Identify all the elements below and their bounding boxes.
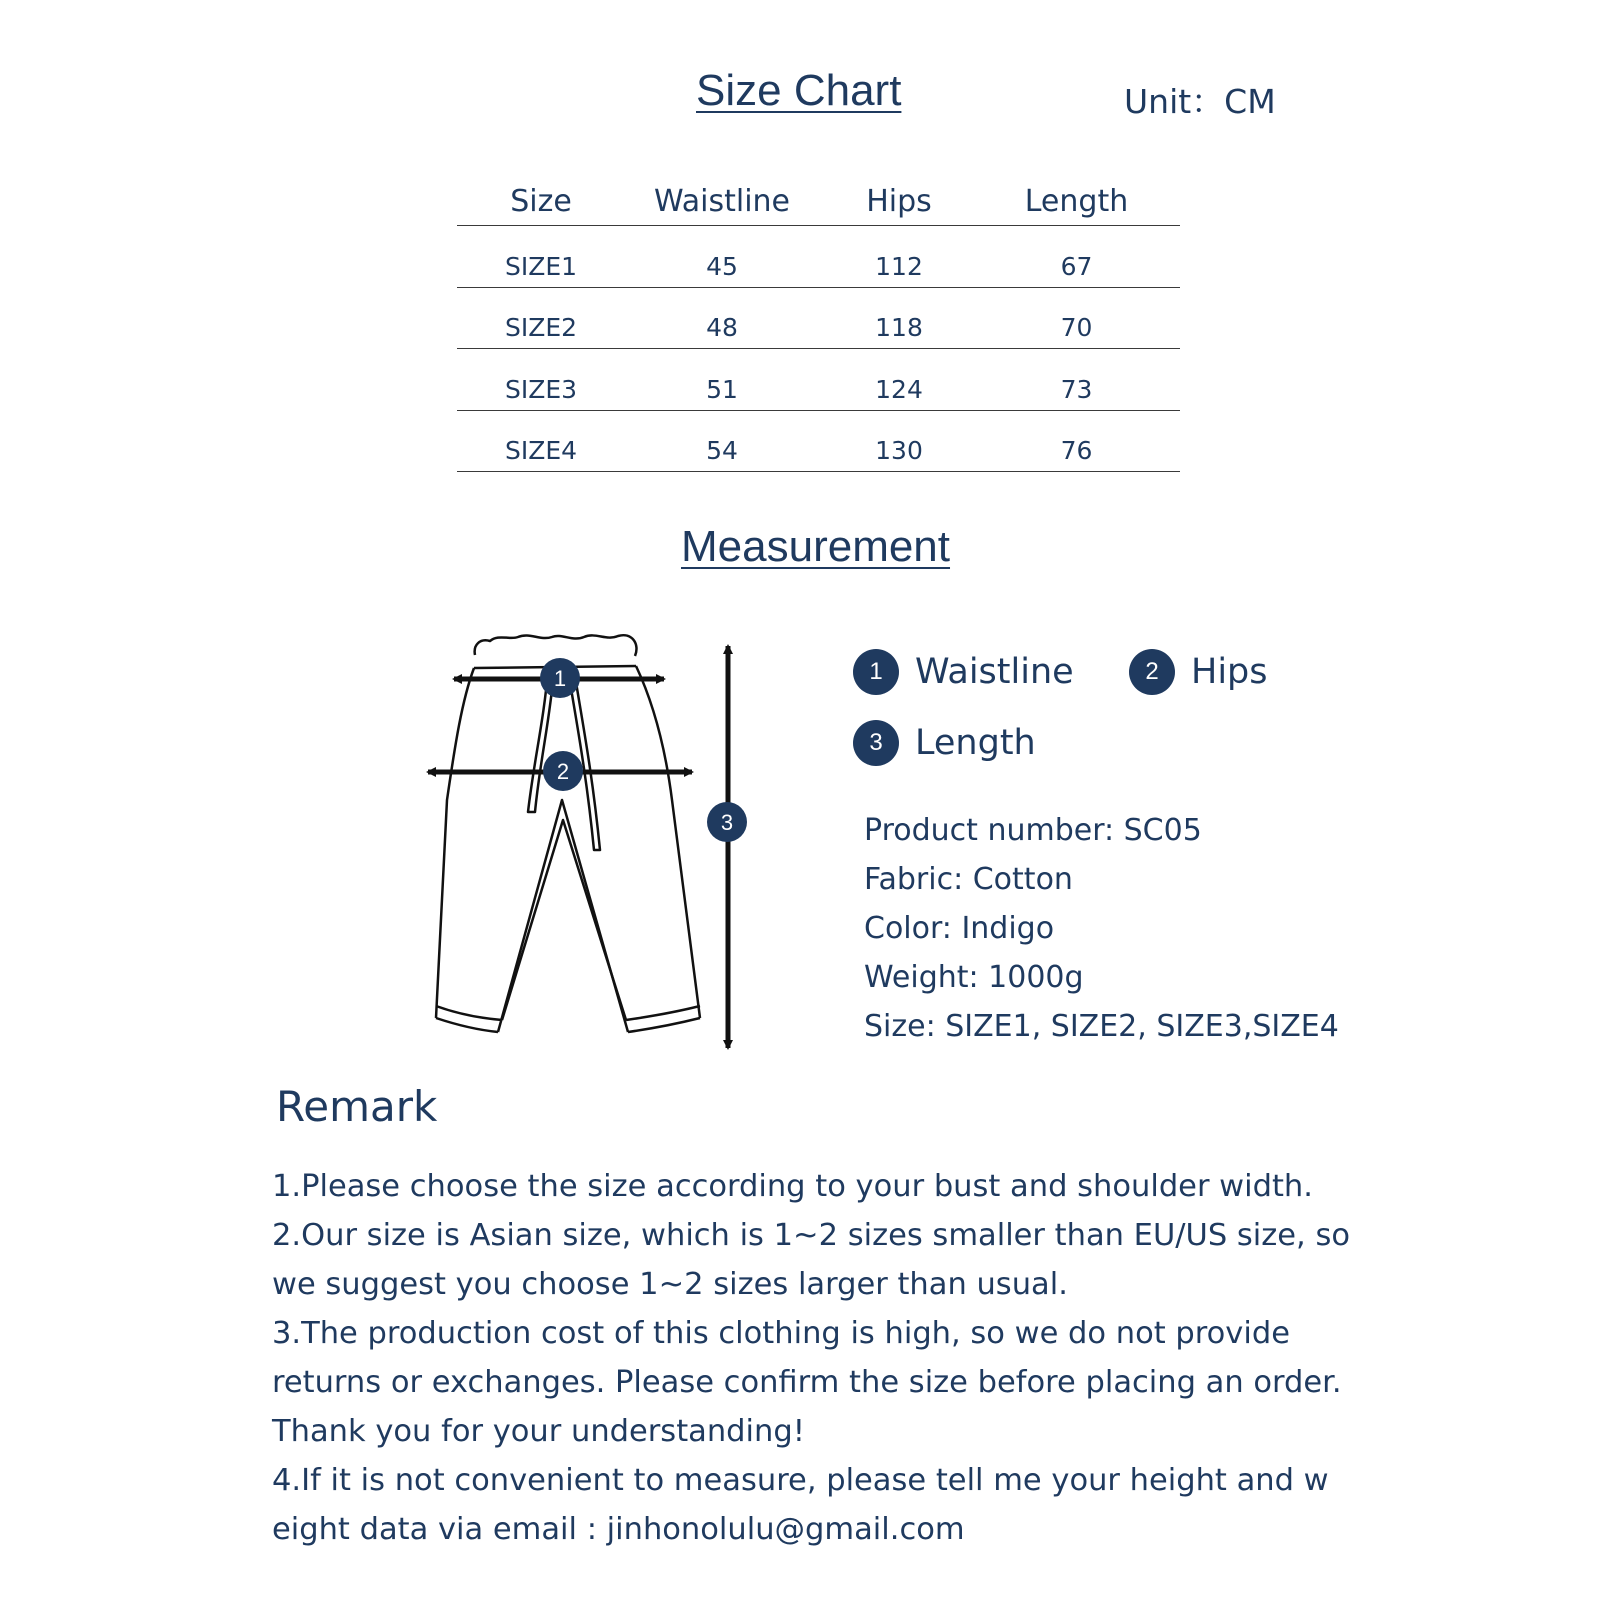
- remark-list: [272, 1162, 1362, 1554]
- legend-hips: [1129, 649, 1268, 695]
- size-chart-title: Size Chart: [696, 66, 902, 115]
- remark-line: 4.If it is not convenient to measure, please tell me your height and w: [272, 1463, 1329, 1498]
- svg-text:3: 3: [720, 810, 734, 835]
- cell-waistline: 51: [706, 374, 738, 404]
- legend-label: Waistline: [915, 652, 1074, 692]
- cell-size: SIZE2: [504, 313, 578, 342]
- table-header-row: [457, 174, 1180, 226]
- product-weight: Weight: 1000g: [864, 960, 1084, 995]
- diagram-badge-3: [707, 802, 747, 842]
- header-length: Length: [1024, 184, 1129, 219]
- size-table: [457, 174, 1180, 472]
- table-row: [457, 349, 1180, 411]
- cell-hips: 130: [875, 436, 923, 465]
- cell-length: 67: [1060, 251, 1093, 281]
- number-badge: 1: [853, 649, 899, 695]
- product-info: [864, 806, 1339, 1051]
- number-badge: 2: [1129, 649, 1175, 695]
- header-size: Size: [510, 184, 572, 219]
- header-waistline: Waistline: [654, 184, 790, 219]
- legend-label: Hips: [1191, 652, 1268, 692]
- legend-length: [853, 720, 1036, 766]
- table-row: [457, 226, 1180, 288]
- remark-line: 2.Our size is Asian size, which is 1~2 sizes smaller than EU/US size, so: [272, 1218, 1350, 1253]
- cell-length: 76: [1060, 436, 1093, 465]
- remark-line: returns or exchanges. Please confirm the size before placing an order.: [272, 1365, 1342, 1400]
- product-sizes: Size: SIZE1, SIZE2, SIZE3,SIZE4: [864, 1009, 1339, 1044]
- remark-line: eight data via email : jinhonolulu@gmail.com: [272, 1512, 965, 1547]
- unit-label: Unit：CM: [1124, 82, 1276, 121]
- cell-length: 70: [1060, 313, 1093, 342]
- remark-line: 3.The production cost of this clothing is high, so we do not provide: [272, 1316, 1290, 1351]
- cell-waistline: 54: [706, 436, 738, 465]
- cell-waistline: 45: [706, 251, 738, 281]
- cell-hips: 118: [875, 313, 923, 342]
- pants-diagram: [410, 620, 750, 1050]
- measurement-title: Measurement: [681, 522, 951, 571]
- number-badge: 3: [853, 720, 899, 766]
- table-row: [457, 288, 1180, 350]
- svg-text:1: 1: [553, 666, 567, 691]
- legend-label: Length: [915, 723, 1036, 763]
- cell-length: 73: [1060, 374, 1093, 404]
- table-row: [457, 411, 1180, 473]
- remark-line: we suggest you choose 1~2 sizes larger than usual.: [272, 1267, 1068, 1302]
- product-number: Product number: SC05: [864, 813, 1202, 848]
- cell-hips: 112: [875, 251, 923, 281]
- product-color: Color: Indigo: [864, 911, 1055, 946]
- diagram-badge-2: [543, 751, 583, 791]
- remark-line: Thank you for your understanding!: [272, 1414, 805, 1449]
- cell-waistline: 48: [706, 313, 738, 342]
- header-hips: Hips: [866, 184, 932, 219]
- cell-size: SIZE3: [504, 374, 578, 404]
- cell-size: SIZE1: [504, 251, 578, 281]
- remark-title: Remark: [276, 1082, 438, 1131]
- cell-hips: 124: [875, 374, 923, 404]
- product-fabric: Fabric: Cotton: [864, 862, 1073, 897]
- remark-line: 1.Please choose the size according to your bust and shoulder width.: [272, 1169, 1313, 1204]
- cell-size: SIZE4: [504, 436, 578, 465]
- legend-waistline: [853, 649, 1074, 695]
- svg-text:2: 2: [556, 759, 570, 784]
- diagram-badge-1: [540, 658, 580, 698]
